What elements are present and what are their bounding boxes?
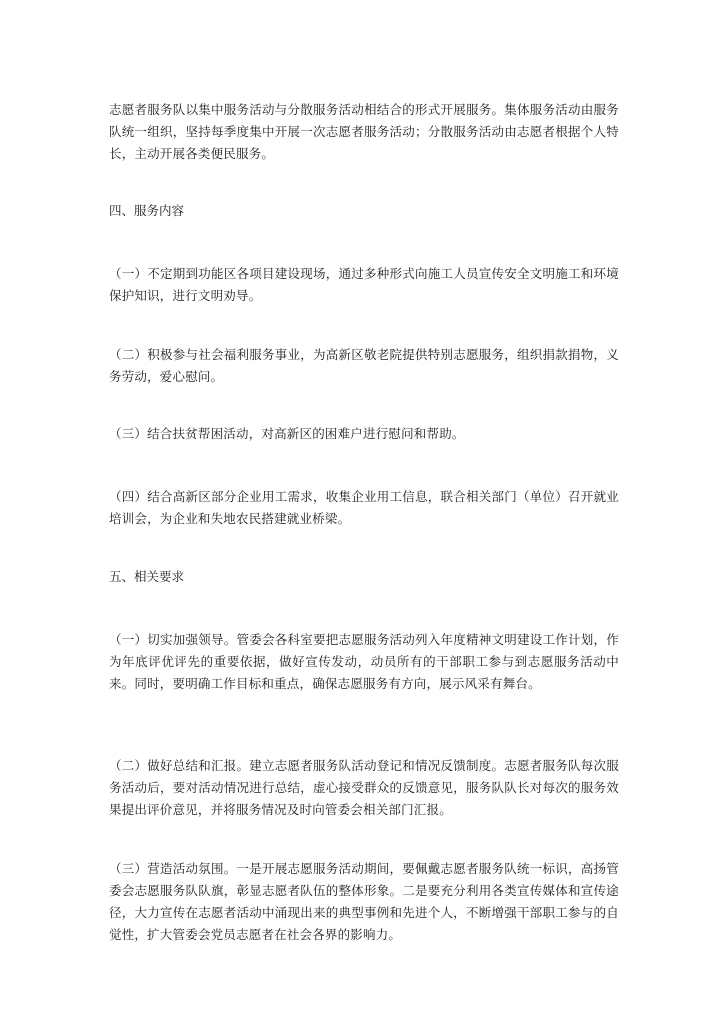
section-heading-service-content: 四、服务内容 (109, 203, 185, 218)
service-item-3: （三）结合扶贫帮困活动，对高新区的困难户进行慰问和帮助。 (109, 426, 465, 441)
requirement-item-3: （三）营造活动氛围。一是开展志愿服务活动期间，要佩戴志愿者服务队统一标识，高扬管委会志愿服务队队旗，彰显志愿者队伍的整体形象。二是要充分利用各类宣传媒体和宣传途径，大力宣传在志愿者活动中涌现出来的典型事例和先进个人，不断增强干部职工参与的自觉性，扩大管委会党员志愿者在社会各界的影响力。 (109, 861, 619, 942)
service-item-2: （二）积极参与社会福利服务事业，为高新区敬老院提供特别志愿服务，组织捐款捐物，义务劳动，爱心慰问。 (109, 347, 619, 384)
service-item-1: （一）不定期到功能区各项目建设现场，通过多种形式向施工人员宣传安全文明施工和环境保护知识，进行文明劝导。 (109, 266, 619, 303)
intro-paragraph: 志愿者服务队以集中服务活动与分散服务活动相结合的形式开展服务。集体服务活动由服务队统一组织，坚持每季度集中开展一次志愿者服务活动；分散服务活动由志愿者根据个人特长，主动开展各类便民服务。 (109, 102, 619, 161)
service-item-4: （四）结合高新区部分企业用工需求，收集企业用工信息，联合相关部门（单位）召开就业培训会，为企业和失地农民搭建就业桥梁。 (109, 489, 619, 526)
requirement-item-1: （一）切实加强领导。管委会各科室要把志愿服务活动列入年度精神文明建设工作计划，作为年底评优评先的重要依据，做好宣传发动，动员所有的干部职工参与到志愿服务活动中来。同时，要明确工作目标和重点，确保志愿服务有方向，展示风采有舞台。 (109, 632, 619, 691)
requirement-item-2: （二）做好总结和汇报。建立志愿者服务队活动登记和情况反馈制度。志愿者服务队每次服务活动后，要对活动情况进行总结，虚心接受群众的反馈意见，服务队队长对每次的服务效果提出评价意见，并将服务情况及时向管委会相关部门汇报。 (109, 758, 619, 817)
section-heading-requirements: 五、相关要求 (109, 569, 185, 584)
